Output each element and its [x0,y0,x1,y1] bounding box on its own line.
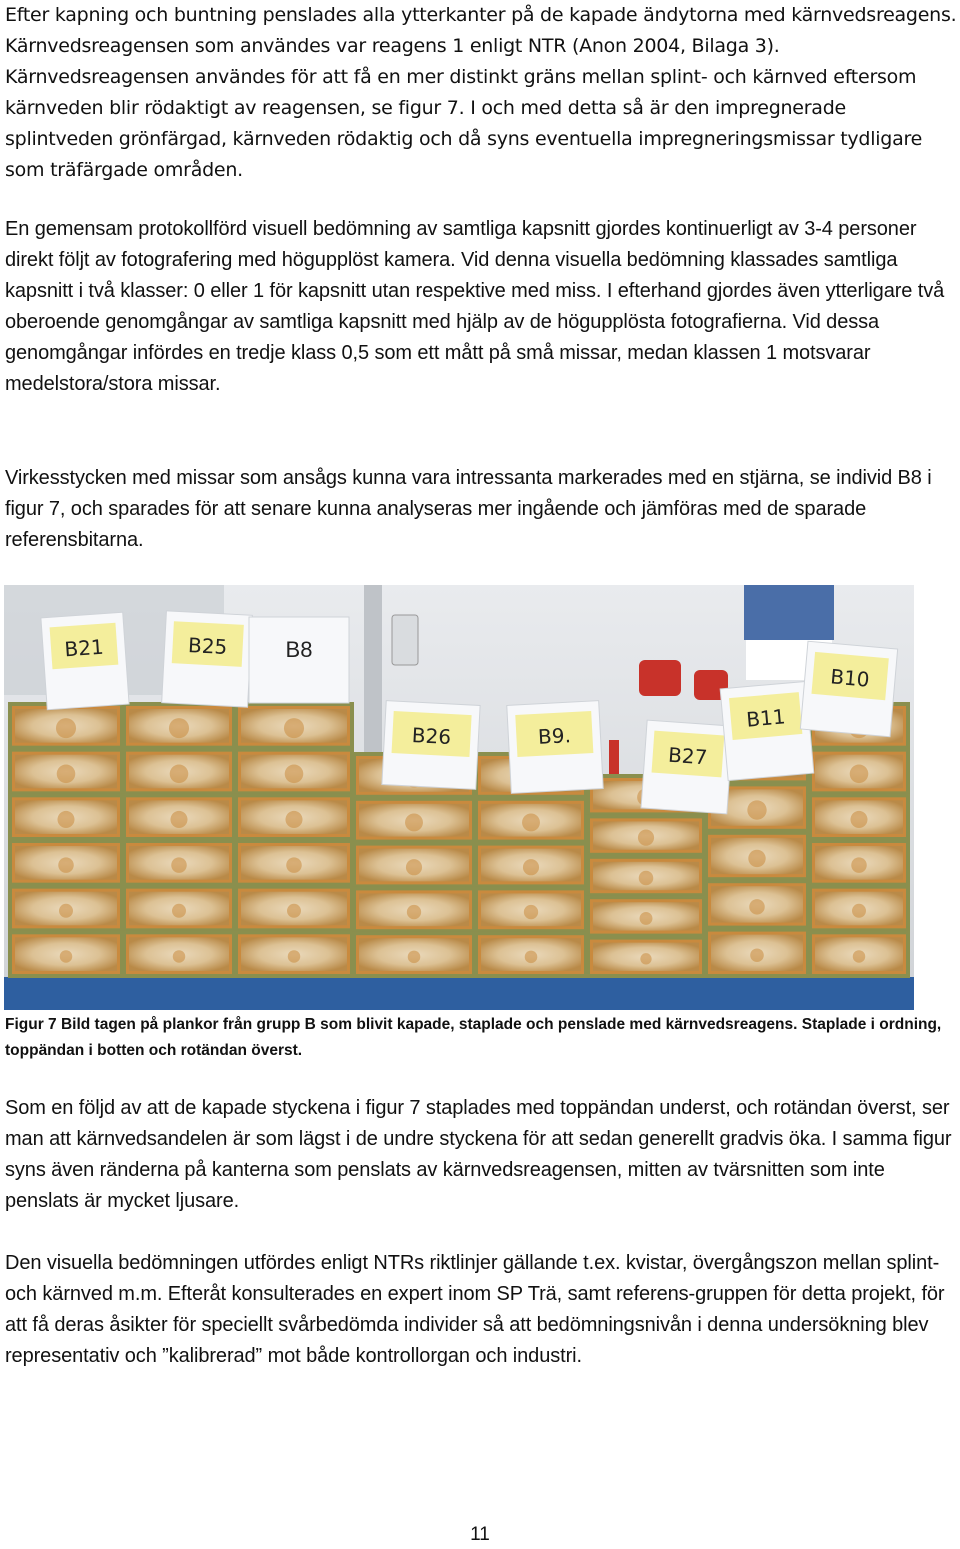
heartwood-core [288,950,300,962]
card-label: B25 [187,633,228,660]
heartwood-core [171,857,187,873]
heartwood-core [749,899,764,914]
heartwood-core [287,904,301,918]
label-card [720,681,814,780]
heartwood-core [172,904,186,918]
heartwood-core [285,811,302,828]
heartwood-core [525,951,538,964]
heartwood-core [59,904,73,918]
heartwood-core [170,764,189,783]
heartwood-core [285,764,304,783]
wall-sign [744,585,834,640]
heartwood-core [853,950,865,962]
heartwood-core [850,811,867,828]
paragraph-marked-pieces: Virkesstycken med missar som ansågs kunna vara intressanta markerades med en stjärna, se individ B8 i figur 7, och sparades för att senare kunna analyseras mer ingående och jämföras med de sparade referensbitarna. [5,467,932,551]
heartwood-core [750,948,764,962]
heartwood-core [640,912,653,925]
red-plug [639,660,681,696]
heartwood-core [523,859,539,875]
heartwood-core [852,904,866,918]
stacked-planks-photo [4,585,914,1010]
label-card [249,617,349,703]
heartwood-core [640,953,651,964]
heartwood-core [56,718,76,738]
card-label: B11 [745,704,787,732]
label-card [507,701,603,794]
label-card [382,701,480,790]
blue-pallet [4,977,914,1010]
heartwood-core [170,811,187,828]
heartwood-core [748,850,765,867]
card-label: B9. [537,723,572,749]
heartwood-core [57,764,76,783]
card-label: B8 [285,637,313,662]
heartwood-core [57,811,74,828]
heartwood-core [851,857,867,873]
heartwood-core [408,951,421,964]
card-label: B21 [63,634,105,662]
heartwood-core [522,813,540,831]
paragraph-visual-assessment: En gemensam protokollförd visuell bedömning av samtliga kapsnitt gjordes kontinuerligt av 3-4 personer direkt följt av fotografering med högupplöst kamera. Vid denna visuella bedömning klassades samtliga kapsnitt i två klasser: 0 eller 1 för kapsnitt utan respektive med miss. I efterhand gjordes även ytterligare två oberoende genomgångar av samtliga kapsnitt med hjälp av de högupplösta fotografierna. Vid dessa genomgångar infördes en tredje klass 0,5 som ett mått på små missar, medan klassen 1 motsvarar medelstora/stora missar. [5,218,945,395]
heartwood-core [638,830,654,846]
card-label: B27 [667,742,709,770]
heartwood-core [173,950,185,962]
page-number: 11 [470,1524,490,1545]
card-label: B10 [829,664,871,692]
heartwood-core [407,905,421,919]
heartwood-core [524,905,538,919]
figure-caption: Figur 7 Bild tagen på plankor från grupp B som blivit kapade, staplade och penslade med kärnvedsreagens. Staplade i ordning, toppändan i botten och rotändan överst. [5,1016,942,1059]
paragraph-stack-order: Som en följd av att de kapade styckena i figur 7 staplades med toppändan underst, och rotändan överst, ser man att kärnvedsandelen är som lägst i de undre styckena för att sedan generellt gradvis öka. I samma figur syns även ränderna på kanterna som penslats av kärnvedsreagensen, mitten av tvärsnitten som inte penslats är mycket ljusare. [5,1097,952,1212]
heartwood-core [58,857,74,873]
heartwood-core [406,859,422,875]
heartwood-core [747,800,766,819]
heartwood-core [169,718,189,738]
paragraph-ntr-guidelines: Den visuella bedömningen utfördes enligt NTRs riktlinjer gällande t.ex. kvistar, övergångszon mellan splint- och kärnved m.m. Efteråt konsulterades en expert inom SP Trä, samt referens-gruppen för detta projekt, för att få deras åsikter för speciellt svårbedömda individer så att bedömningsnivån i denna undersökning blev representativ och ”kalibrerad” mot både kontrollorgan och industri. [5,1252,945,1367]
heartwood-core [286,857,302,873]
label-card [641,720,733,814]
label-card [800,641,897,737]
paragraph-reagent-application: Efter kapning och buntning penslades alla ytterkanter på de kapade ändytorna med kärnvedsreagens. Kärnvedsreagensen som användes var reagens 1 enligt NTR (Anon 2004, Bilaga 3). Kärnvedsreagensen användes för att få en mer distinkt gräns mellan splint- och kärnved eftersom kärnveden blir rödaktigt av reagensen, se figur 7. I och med detta så är den impregnerade splintveden grönfärgad, kärnveden rödaktig och då syns eventuella impregneringsmissar tydligare som träfärgade områden. [5,4,957,181]
label-card [41,612,129,709]
heartwood-core [405,813,423,831]
wall-socket [392,615,418,665]
heartwood-core [850,764,869,783]
heartwood-core [639,871,654,886]
heartwood-core [284,718,304,738]
heartwood-core [60,950,72,962]
label-card [162,611,253,707]
card-label: B26 [411,723,452,750]
figure-7-photo [4,585,914,1010]
